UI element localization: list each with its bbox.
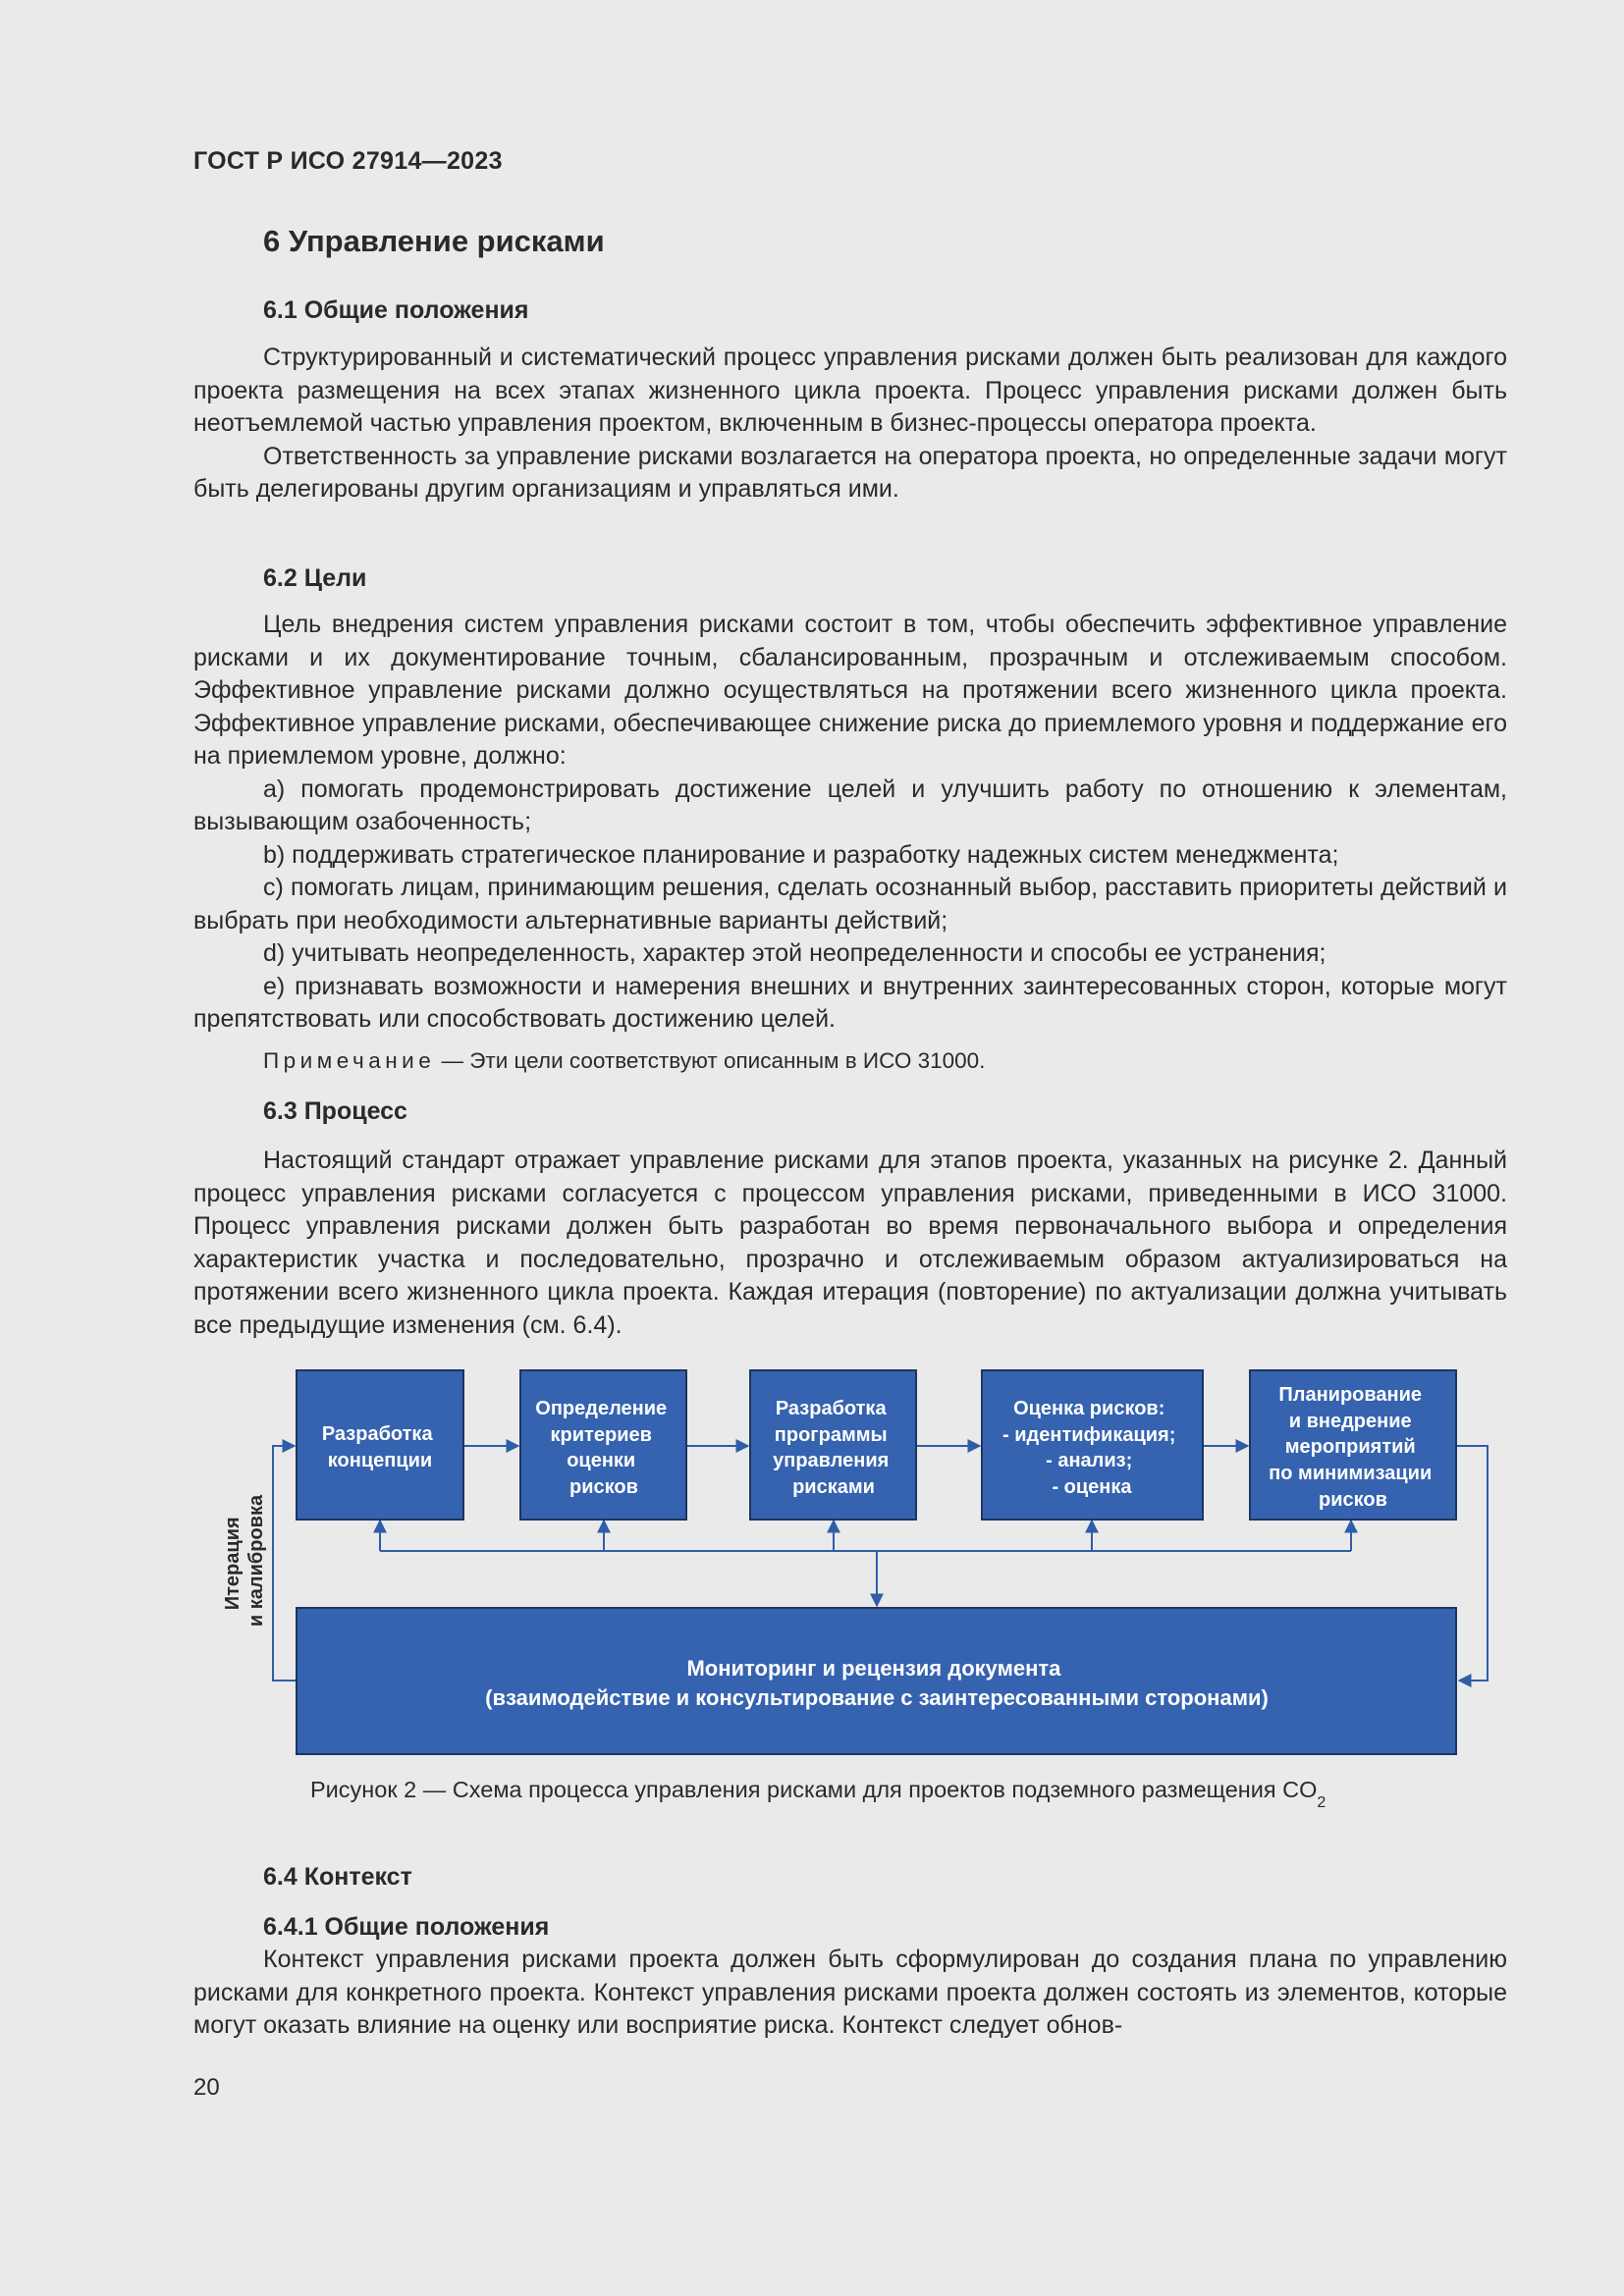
box-program-text: Разработка программы управления рисками (773, 1398, 890, 1498)
list-item: d) учитывать неопределенность, характер этой неопределенности и способы ее устранения; (263, 939, 1326, 967)
feedback-left (273, 1446, 297, 1681)
box-assessment-text: Оценка рисков: - идентификация; - анализ; - оценка (1002, 1398, 1176, 1498)
section-6-4-title: 6.4 Контекст (263, 1863, 412, 1891)
paragraph: Контекст управления рисками проекта должен быть сформулирован до создания плана по управлению рисками для конкретного проекта. Контекст управления рисками проекта должен состоять из элементов, которые могут оказать влияние на оценку или восприятие риска. Контекст следует обнов- (193, 1946, 1507, 2039)
page-number: 20 (193, 2074, 220, 2101)
paragraph: Ответственность за управление рисками возлагается на оператора проекта, но определенные задачи могут быть делегированы другим организациям и управляться ими. (193, 442, 1507, 503)
figure-caption-subscript: 2 (1317, 1793, 1326, 1811)
note-label: Примечание (263, 1048, 436, 1073)
box-monitoring-text: Мониторинг и рецензия документа (взаимодействие и консультирование с заинтересованными сторонами) (485, 1656, 1269, 1710)
list-item: b) поддерживать стратегическое планирование и разработку надежных систем менеджмента; (263, 840, 1339, 869)
figure-caption (310, 1777, 1326, 1811)
section-6-4-1-body (193, 1944, 1507, 2043)
section-6-title: 6 Управление рисками (263, 224, 605, 258)
paragraph: Цель внедрения систем управления рисками состоит в том, чтобы обеспечить эффективное управление рисками и их документирование точным, сбалансированным, прозрачным и отслеживаемым способом. Эффективное управление рисками должно осуществляться на протяжении всего жизненного цикла проекта. Эффективное управление рисками, обеспечивающее снижение риска до приемлемого уровня и поддержание его на приемлемом уровне, должно: (193, 611, 1507, 770)
document-header: ГОСТ Р ИСО 27914—2023 (193, 147, 503, 175)
section-6-4-1-title: 6.4.1 Общие положения (263, 1913, 550, 1941)
paragraph: Настоящий стандарт отражает управление рисками для этапов проекта, указанных на рисунке 2. Данный процесс управления рисками согласуется с процессом управления рисками, приведенными в ИСО 31000. Процесс управления рисками должен быть разработан во время первоначального выбора и определения характеристик участка и последовательно, прозрачно и отслеживаемым образом актуализироваться на протяжении всего жизненного цикла проекта. Каждая итерация (повторение) по актуализации должна учитывать все предыдущие изменения (см. 6.4). (193, 1147, 1507, 1339)
list-item: c) помогать лицам, принимающим решения, сделать осознанный выбор, расставить приоритеты действий и выбрать при необходимости альтернативные варианты действий; (193, 874, 1507, 934)
list-item: e) признавать возможности и намерения внешних и внутренних заинтересованных сторон, которые могут препятствовать или способствовать достижению целей. (193, 972, 1507, 1033)
section-6-1-title: 6.1 Общие положения (263, 296, 529, 324)
box-concept-text: Разработка концепции (321, 1423, 433, 1471)
section-6-3-title: 6.3 Процесс (263, 1097, 407, 1125)
list-item: a) помогать продемонстрировать достижение целей и улучшить работу по отношению к элементам, вызывающим озабоченность; (193, 774, 1507, 835)
paragraph: Структурированный и систематический процесс управления рисками должен быть реализован для каждого проекта размещения на всех этапах жизненного цикла проекта. Процесс управления рисками должен быть неотъемлемой частью управления проектом, включенным в бизнес-процессы оператора проекта. (193, 344, 1507, 437)
figure-caption-text: Рисунок 2 — Схема процесса управления рисками для проектов подземного размещения CO (310, 1777, 1318, 1802)
box-criteria-text: Определение критериев оценки рисков (535, 1398, 668, 1498)
note-text: — Эти цели соответствуют описанным в ИСО 31000. (435, 1048, 986, 1073)
iteration-label: Итерация и калибровка (222, 1494, 267, 1628)
section-6-2-title: 6.2 Цели (263, 564, 367, 592)
feedback-right (1456, 1446, 1488, 1681)
box-concept (297, 1370, 463, 1520)
box-monitoring (297, 1608, 1456, 1754)
box-planning-text: Планирование и внедрение мероприятий по минимизации рисков (1269, 1384, 1433, 1511)
